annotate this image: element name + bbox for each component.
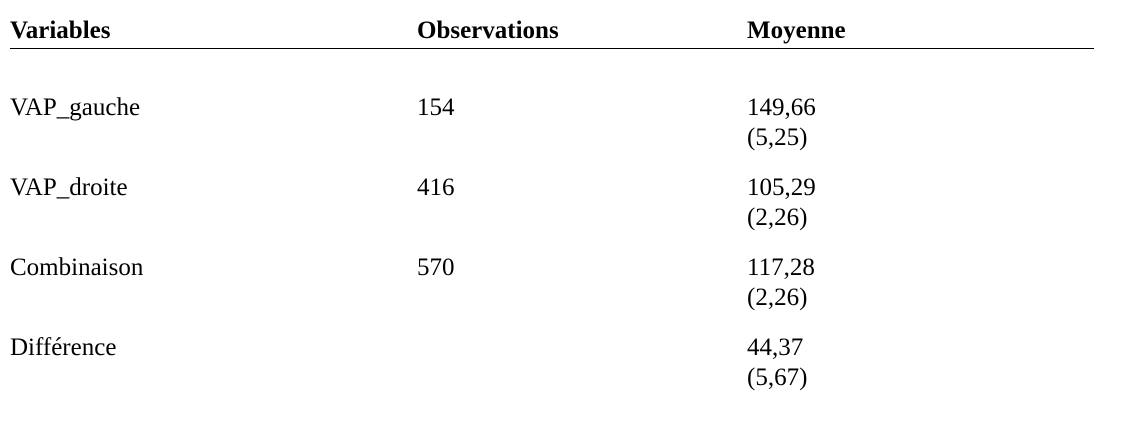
standard-error: (5,25) [747, 124, 808, 151]
table-body [10, 93, 1094, 413]
variable-name: VAP_droite [10, 174, 128, 201]
table-row [10, 173, 1094, 253]
header-variables: Variables [10, 17, 111, 44]
observations-count: 416 [417, 174, 455, 201]
table-row [10, 93, 1094, 173]
observations-count: 570 [417, 254, 455, 281]
mean-value: 44,37 [747, 334, 804, 361]
mean-cell [747, 173, 816, 233]
table-row [10, 333, 1094, 413]
mean-value: 149,66 [747, 94, 816, 121]
header-observations: Observations [417, 17, 559, 44]
table-header [10, 15, 1094, 49]
variable-name: VAP_gauche [10, 94, 141, 121]
variable-name: Différence [10, 334, 117, 361]
standard-error: (5,67) [747, 364, 808, 391]
mean-value: 105,29 [747, 174, 816, 201]
statistics-table [10, 15, 1094, 391]
variable-name: Combinaison [10, 254, 144, 281]
table-row [10, 253, 1094, 333]
mean-cell [747, 93, 816, 153]
mean-cell [747, 333, 807, 393]
mean-value: 117,28 [747, 254, 815, 281]
standard-error: (2,26) [747, 284, 808, 311]
standard-error: (2,26) [747, 204, 808, 231]
mean-cell [747, 253, 815, 313]
header-moyenne: Moyenne [747, 17, 846, 44]
observations-count: 154 [417, 94, 455, 121]
